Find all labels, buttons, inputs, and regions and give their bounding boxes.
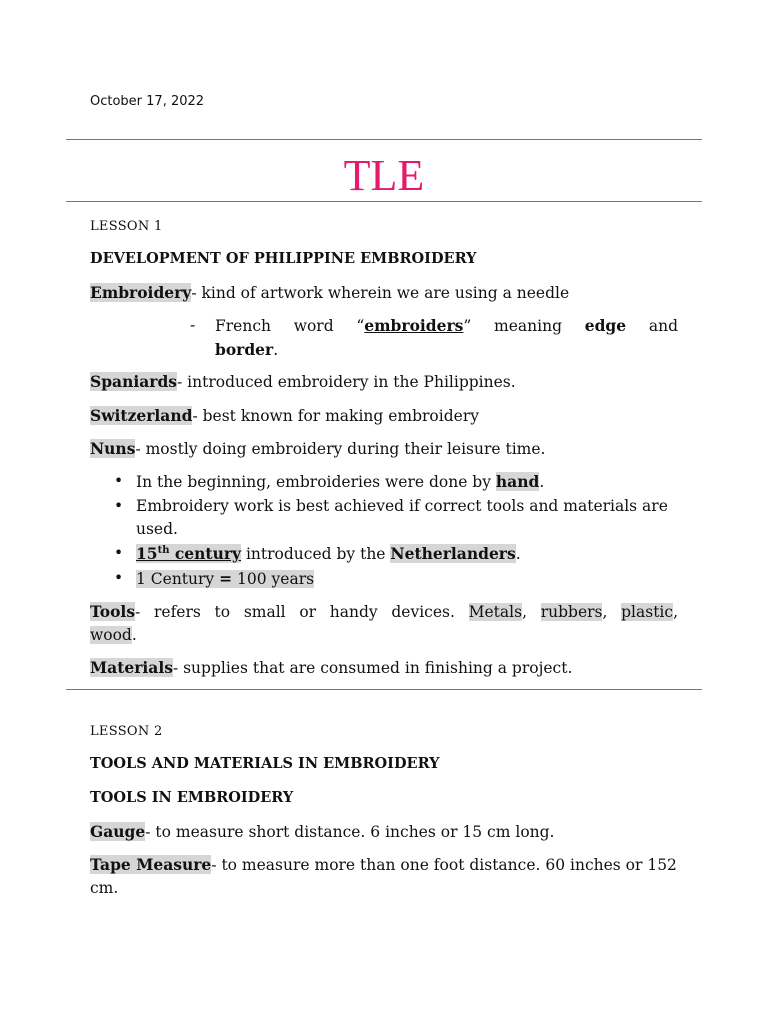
equals-sign: = xyxy=(219,569,233,588)
tools-line-1 xyxy=(90,600,678,624)
list-item xyxy=(112,495,678,541)
term-border: border xyxy=(215,340,274,359)
century-equation-left: 1 Century xyxy=(136,570,220,588)
term-netherlanders: Netherlanders xyxy=(390,544,516,563)
tools-def-text: - refers to small or handy devices. xyxy=(135,603,469,621)
french-word-line-2 xyxy=(215,338,678,362)
french-word-note xyxy=(190,314,678,362)
lesson-1-label: LESSON 1 xyxy=(90,219,163,234)
nuns-definition xyxy=(90,437,678,461)
french-word-line-1 xyxy=(215,314,678,338)
tools-definition xyxy=(90,600,678,647)
embroidery-def-text: - kind of artwork wherein we are using a needle xyxy=(191,284,570,302)
term-embroiders: embroiders xyxy=(364,316,464,335)
divider-lessons xyxy=(66,689,702,690)
bullet-icon: • xyxy=(114,544,124,562)
nuns-def-text: - mostly doing embroidery during their leisure time. xyxy=(135,440,546,458)
term-15th-century xyxy=(136,544,241,563)
term-hand: hand xyxy=(495,472,540,491)
separator-comma: , xyxy=(522,603,541,621)
tools-line-2 xyxy=(90,624,678,647)
list-item xyxy=(112,470,678,494)
tape-measure-def-text: - to measure more than one foot distance. 60 inches or 152 cm. xyxy=(90,856,677,897)
materials-definition xyxy=(90,656,678,680)
bullet-2-text: Embroidery work is best achieved if correct tools and materials are used. xyxy=(136,497,668,538)
separator-comma: , xyxy=(673,603,679,621)
century-number: 15 xyxy=(136,544,158,563)
term-spaniards: Spaniards xyxy=(90,372,178,391)
term-gauge: Gauge xyxy=(90,822,146,841)
term-edge: edge xyxy=(584,316,627,335)
bullet-1-text: In the beginning, embroideries were done by xyxy=(136,473,496,491)
materials-def-text: - supplies that are consumed in finishing a project. xyxy=(172,659,573,677)
term-tape-measure: Tape Measure xyxy=(90,855,212,874)
term-metals: Metals xyxy=(468,603,523,621)
bullet-1-end: . xyxy=(539,473,545,491)
list-item xyxy=(112,567,678,591)
term-nuns: Nuns xyxy=(90,439,136,458)
embroidery-facts-list xyxy=(112,470,678,592)
divider-below-title xyxy=(66,201,702,202)
term-switzerland: Switzerland xyxy=(90,406,193,425)
document-title: TLE xyxy=(343,151,425,200)
french-word-and: and xyxy=(626,317,678,335)
century-suffix: th xyxy=(157,544,170,556)
bullet-icon: • xyxy=(114,569,124,587)
french-word-end: . xyxy=(273,341,279,359)
century-equation xyxy=(136,570,314,588)
term-plastic: plastic xyxy=(621,603,674,621)
term-materials: Materials xyxy=(90,658,173,677)
century-word: century xyxy=(169,544,242,563)
lesson-2-subheading: TOOLS IN EMBROIDERY xyxy=(90,789,294,806)
bullet-icon: • xyxy=(114,472,124,490)
lesson-2-label: LESSON 2 xyxy=(90,724,163,739)
century-equation-right: 100 years xyxy=(232,570,315,588)
french-word-prefix: French word “ xyxy=(215,317,365,335)
dash-marker: - xyxy=(190,316,196,334)
tools-end: . xyxy=(131,626,137,644)
document-date: October 17, 2022 xyxy=(90,94,205,109)
embroidery-definition xyxy=(90,281,678,305)
bullet-icon: • xyxy=(114,497,124,515)
term-rubbers: rubbers xyxy=(540,603,603,621)
spaniards-def-text: - introduced embroidery in the Philippines. xyxy=(177,373,516,391)
spaniards-definition xyxy=(90,370,678,394)
lesson-2-heading: TOOLS AND MATERIALS IN EMBROIDERY xyxy=(90,755,440,772)
switzerland-def-text: - best known for making embroidery xyxy=(192,407,479,425)
gauge-def-text: - to measure short distance. 6 inches or 15 cm long. xyxy=(145,823,555,841)
term-wood: wood xyxy=(90,626,132,644)
divider-top xyxy=(66,139,702,140)
gauge-definition xyxy=(90,820,678,844)
term-tools: Tools xyxy=(90,602,136,621)
term-embroidery: Embroidery xyxy=(90,283,192,302)
list-item xyxy=(112,542,678,566)
tape-measure-definition xyxy=(90,853,678,900)
french-word-meaning: ” meaning xyxy=(463,317,585,335)
separator-comma: , xyxy=(602,603,622,621)
bullet-3-end: . xyxy=(515,545,521,563)
bullet-3-text: introduced by the xyxy=(241,545,391,563)
switzerland-definition xyxy=(90,404,678,428)
lesson-1-heading: DEVELOPMENT OF PHILIPPINE EMBROIDERY xyxy=(90,250,477,267)
